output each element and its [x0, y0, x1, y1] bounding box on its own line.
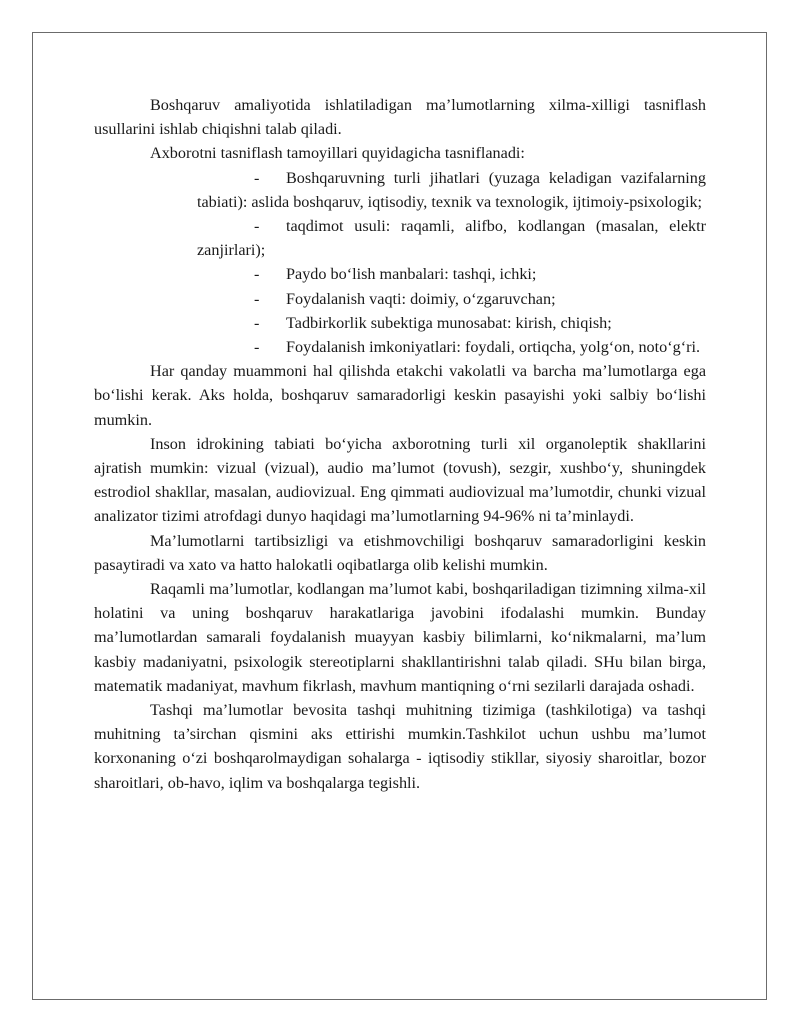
list-marker: - — [254, 217, 260, 236]
list-item — [197, 335, 706, 359]
list-marker: - — [254, 313, 260, 332]
paragraph: Har qanday muammoni hal qilishda etakchi vakolatli va barcha ma’lumotlarga ega bo‘lishi kerak. Aks holda, boshqaruv samaradorligi keskin pasayishi yoki salbiy bo‘lishi mumkin. — [94, 362, 706, 429]
list-marker: - — [254, 289, 260, 308]
list-item — [197, 214, 706, 262]
list-item-text: taqdimot usuli: raqamli, alifbo, kodlangan (masalan, elektr zanjirlari); — [197, 217, 706, 260]
list-marker: - — [254, 338, 260, 357]
list-item-text: Boshqaruvning turli jihatlari (yuzaga keladigan vazifalarning tabiati): aslida boshqaruv, iqtisodiy, texnik va texnologik, ijtimoiy-psixologik; — [197, 168, 706, 211]
list-marker: - — [254, 168, 260, 187]
paragraph: Tashqi ma’lumotlar bevosita tashqi muhitning tizimiga (tashkilotiga) va tashqi muhitning ta’sirchan qismini aks ettirishi mumkin.Tashkilot uchun ushbu ma’lumot korxonaning o‘zi boshqarolmaydigan sohalarga - iqtisodiy stikllar, siyosiy sharoitlar, bozor sharoitlari, ob-havo, iqlim va boshqalarga tegishli. — [94, 701, 706, 792]
list-item-text: Paydo bo‘lish manbalari: tashqi, ichki; — [286, 265, 537, 284]
paragraph: Ma’lumotlarni tartibsizligi va etishmovchiligi boshqaruv samaradorligini keskin pasaytiradi va xato va hatto halokatli oqibatlarga olib kelishi mumkin. — [94, 531, 706, 574]
document-body — [94, 93, 706, 795]
list-item — [197, 311, 706, 335]
paragraph: Boshqaruv amaliyotida ishlatiladigan ma’lumotlarning xilma-xilligi tasniflash usullarini ishlab chiqishni talab qiladi. — [94, 96, 706, 139]
list-item — [197, 287, 706, 311]
list-marker: - — [254, 265, 260, 284]
list-item-text: Tadbirkorlik subektiga munosabat: kirish, chiqish; — [286, 313, 612, 332]
paragraph: Inson idrokining tabiati bo‘yicha axborotning turli xil organoleptik shakllarini ajratish mumkin: vizual (vizual), audio ma’lumot (tovush), sezgir, xushbo‘y, shuningdek estrodiol shakllar, masalan, audiovizual. Eng qimmati audiovizual ma’lumotdir, chunki vizual analizator tizimi atrofdagi dunyo haqidagi ma’lumotlarning 94-96% ni ta’minlaydi. — [94, 434, 706, 526]
list-item-text: Foydalanish imkoniyatlari: foydali, ortiqcha, yolg‘on, noto‘g‘ri. — [286, 338, 701, 357]
list-item-text: Foydalanish vaqti: doimiy, o‘zgaruvchan; — [286, 289, 556, 308]
principles-list — [94, 166, 706, 360]
paragraph: Axborotni tasniflash tamoyillari quyidagicha tasniflanadi: — [150, 144, 525, 163]
list-item — [197, 166, 706, 214]
paragraph: Raqamli ma’lumotlar, kodlangan ma’lumot kabi, boshqariladigan tizimning xilma-xil holatini va uning boshqaruv harakatlariga javobini ifodalashi mumkin. Bunday ma’lumotlardan samarali foydalanish muayyan kasbiy bilimlarni, ko‘nikmalarni, ma’lum kasbiy madaniyatni, psixologik stereotiplarni shakllantirishni talab qiladi. SHu bilan birga, matematik madaniyat, mavhum fikrlash, mavhum mantiqning o‘rni sezilarli darajada oshadi. — [94, 580, 706, 695]
list-item — [197, 262, 706, 286]
